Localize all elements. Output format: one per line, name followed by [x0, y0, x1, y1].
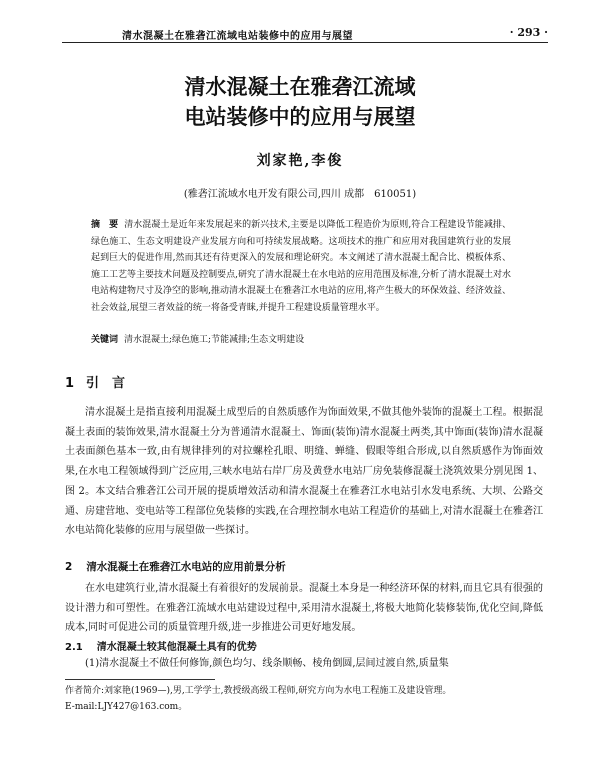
footnote-divider	[65, 679, 215, 680]
abstract	[91, 217, 511, 316]
paper-title	[0, 72, 600, 132]
section-2-number: 2	[65, 561, 73, 573]
authors: 刘家艳,李俊	[256, 153, 344, 169]
section-2-1-heading	[65, 638, 257, 653]
title-line-1: 清水混凝土在雅砻江流域	[184, 75, 416, 99]
section-2-title: 清水混凝土在雅砻江水电站的应用前景分析	[86, 561, 286, 573]
keywords-label: 关键词	[91, 335, 119, 345]
author-info: 作者简介:刘家艳(1969—),男,工学学士,教授级高级工程师,研究方向为水电工程施工及建设管理。	[65, 686, 452, 696]
running-header	[62, 26, 548, 43]
section-1-number: 1	[65, 376, 75, 391]
affiliation: (雅砻江流域水电开发有限公司,四川 成都 610051)	[183, 189, 417, 200]
section-2-paragraph: 在水电建筑行业,清水混凝土有着很好的发展前景。混凝土本身是一种经济环保的材料,而且它具有很强的设计潜力和可塑性。在雅砻江流域水电站建设过程中,采用清水混凝土,将极大地简化装修装饰,优化空间,降低成本,同时可促进公司的质量管理升级,进一步推进公司更好地发展。	[65, 583, 543, 634]
abstract-label: 摘 要	[91, 220, 119, 230]
keywords-text: 清水混凝土;绿色施工;节能减排;生态文明建设	[124, 335, 305, 345]
abstract-text: 清水混凝土是近年来发展起来的新兴技术,主要是以降低工程造价为原则,符合工程建设节能减排、绿色施工、生态文明建设产业发展方向和可持续发展战略。这项技术的推广和应用对我国建筑行业的发展起到巨大的促进作用,然而其还有待更深入的发展和理论研究。本文阐述了清水混凝土配合比、模板体系、施工工艺等主要技术问题及控制要点,研究了清水混凝土在水电站的应用范围及标准,分析了清水混凝土对水电站构建物尺寸及净空的影响,推动清水混凝土在雅砻江水电站的应用,将产生极大的环保效益、经济效益、社会效益,展望三者效益的统一将备受青睐,并提升工程建设质量管理水平。	[91, 220, 511, 313]
section-2-1-title: 清水混凝土较其他混凝土具有的优势	[96, 642, 257, 653]
author-email: E-mail:LJY427@163.com。	[65, 702, 188, 712]
section-2-1-paragraph: (1)清水混凝土不做任何修饰,颜色均匀、线条顺畅、棱角倒圆,层间过渡自然,质量集	[85, 658, 449, 669]
section-2-heading	[65, 559, 286, 574]
page-number: · 293 ·	[509, 26, 548, 39]
keywords	[91, 332, 511, 345]
section-1-paragraph: 清水混凝土是指直接利用混凝土成型后的自然质感作为饰面效果,不做其他外装饰的混凝土工程。根据混凝土表面的装饰效果,清水混凝土分为普通清水混凝土、饰面(装饰)清水混凝土两类,其中饰面(装饰)清水混凝土表面颜色基本一致,由有规律排列的对拉螺栓孔眼、明缝、蝉缝、假眼等组合形成,以自然质感作为饰面效果,在水电工程领域得到广泛应用,三峡水电站右岸厂房及黄登水电站厂房免装修混凝土浇筑效果分别见图 1、图 2。本文结合雅砻江公司开展的提质增效活动和清水混凝土在雅砻江水电站引水发电系统、大坝、公路交通、房建营地、变电站等工程部位免装修的实践,在合理控制水电站工程造价的基础上,对清水混凝土在雅砻江水电站简化装修的应用与展望做一些探讨。	[65, 407, 543, 537]
section-1-heading	[65, 372, 125, 391]
footnote	[65, 683, 543, 715]
running-title: 清水混凝土在雅砻江流域电站装修中的应用与展望	[122, 31, 353, 42]
title-line-2: 电站装修中的应用与展望	[184, 105, 416, 129]
section-1-title: 引 言	[86, 376, 126, 391]
section-2-1-number: 2.1	[65, 642, 83, 653]
